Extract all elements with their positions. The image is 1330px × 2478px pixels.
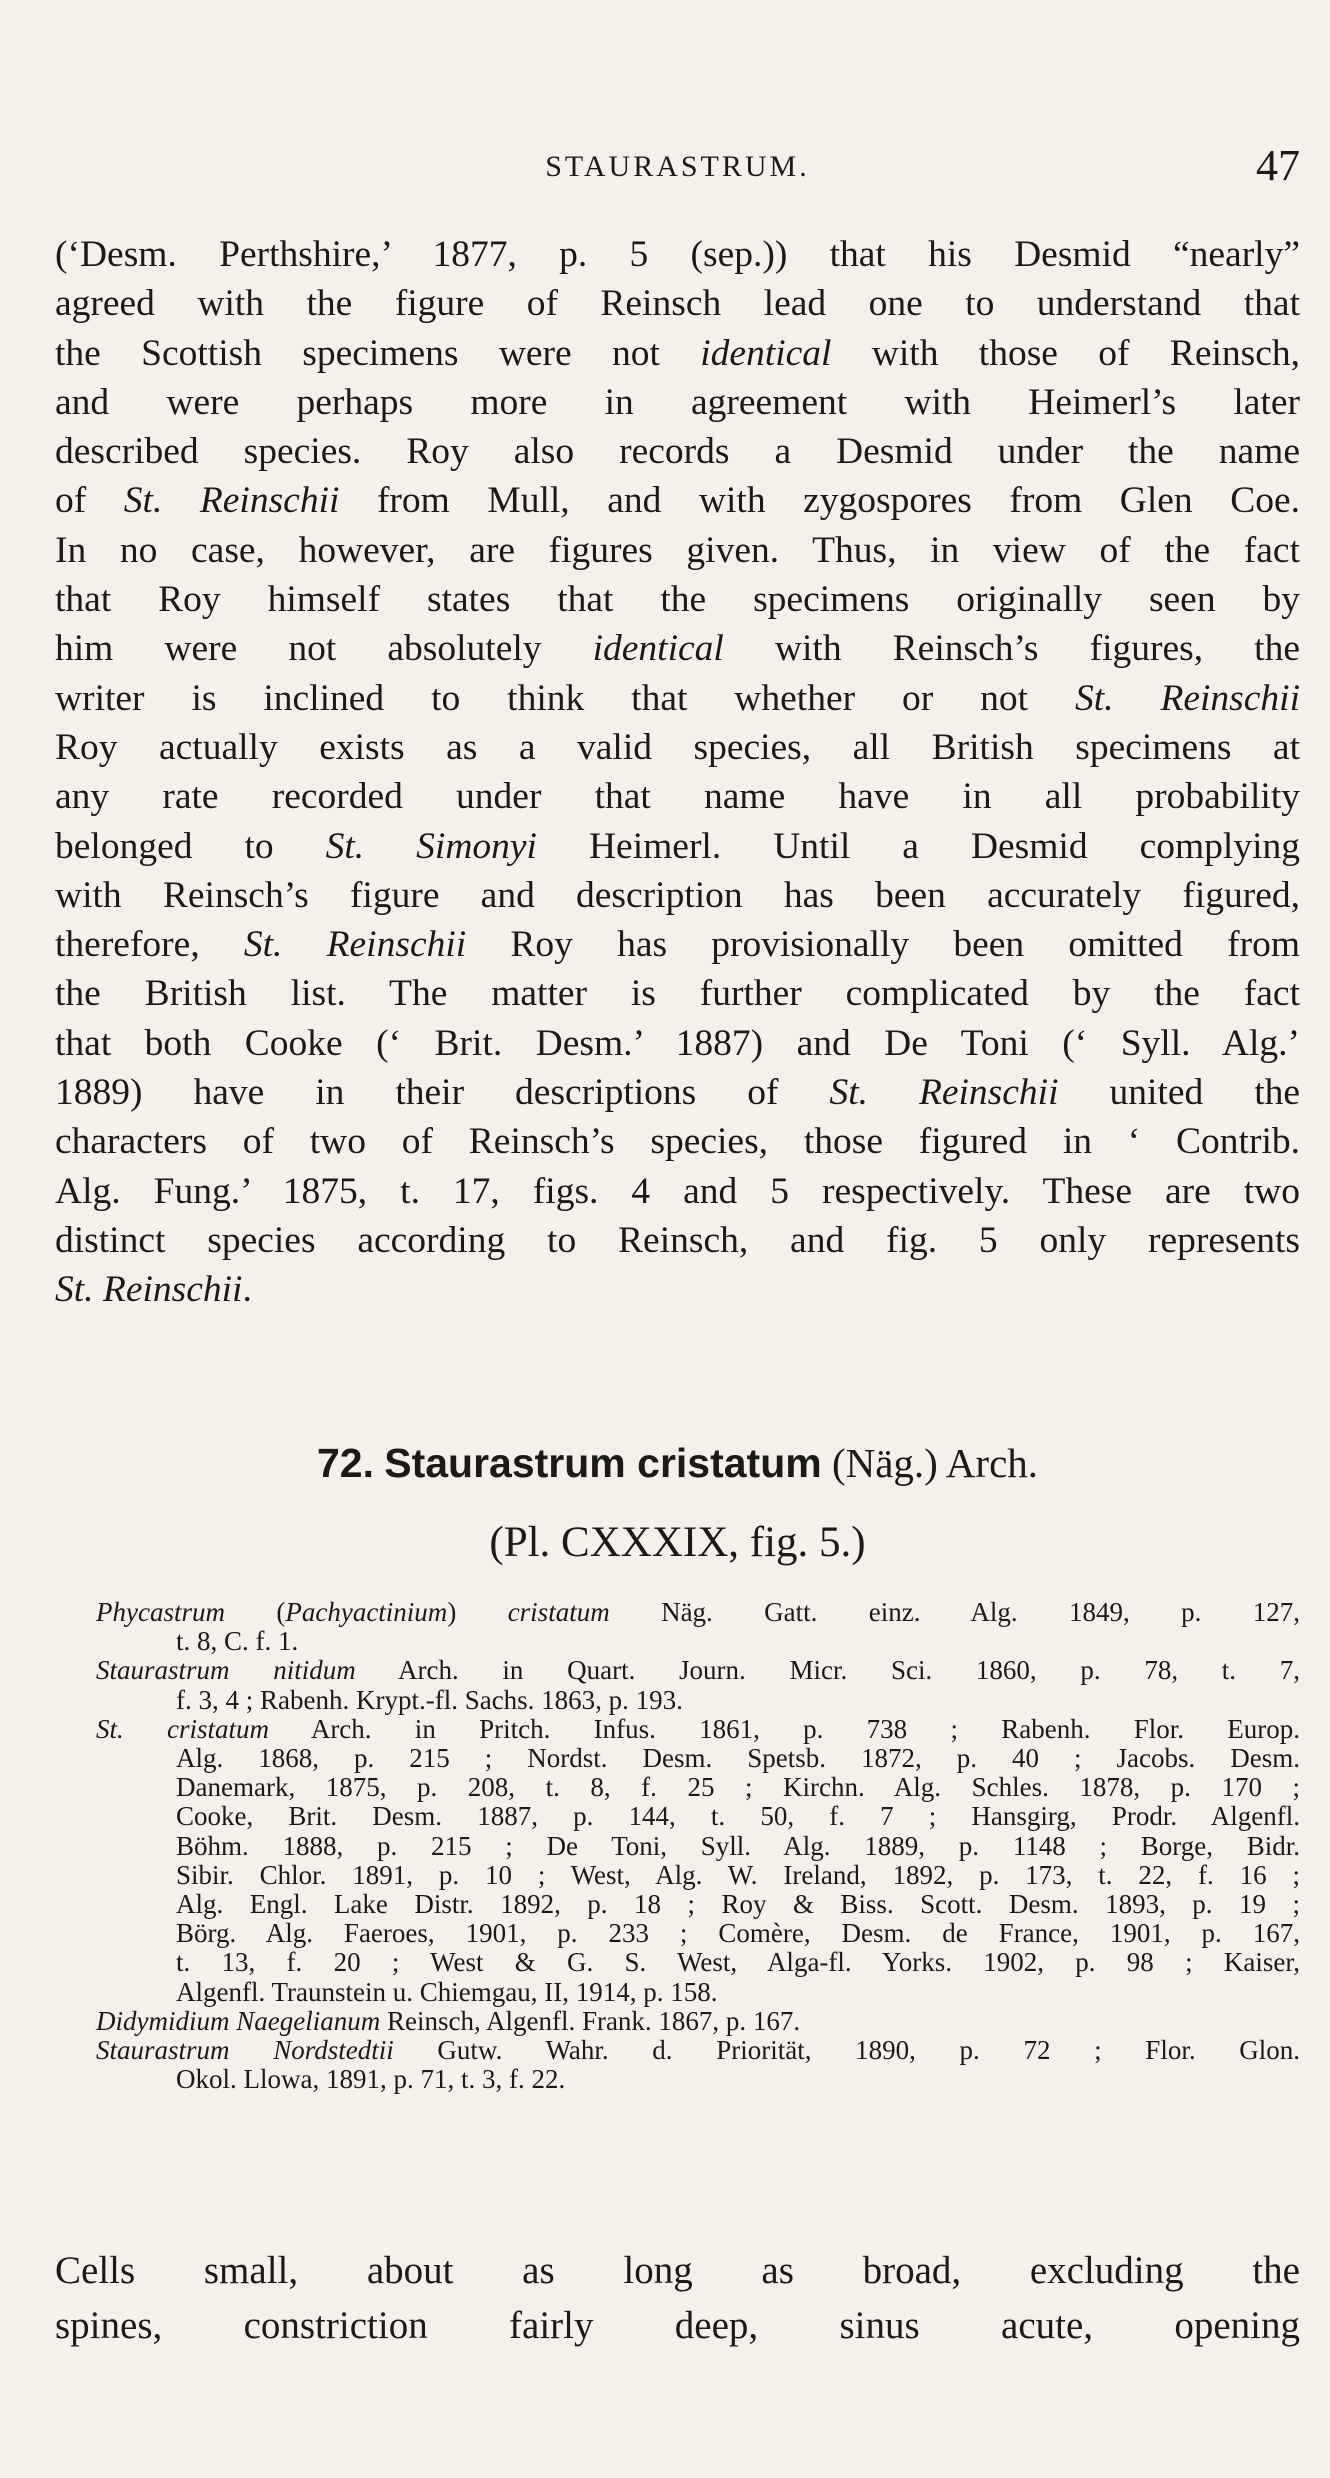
text-line: Roy actually exists as a valid species, all British specimens at	[55, 726, 1300, 768]
synonymy-line: Algenfl. Traunstein u. Chiemgau, II, 1914, p. 158.	[176, 1976, 718, 2007]
text-line: characters of two of Reinsch’s species, those figured in ‘ Contrib.	[55, 1121, 1300, 1163]
running-head	[55, 140, 1300, 200]
synonymy-line: f. 3, 4 ; Rabenh. Krypt.-fl. Sachs. 1863, p. 193.	[176, 1684, 683, 1715]
text-line: agreed with the figure of Reinsch lead one to understand that	[55, 283, 1300, 325]
running-head-title: STAURASTRUM.	[545, 150, 810, 183]
text-line: writer is inclined to think that whether or not St. Reinschii	[55, 677, 1300, 719]
species-number: 72.	[316, 1440, 374, 1486]
text-line: In no case, however, are figures given. Thus, in view of the fact	[55, 529, 1300, 571]
synonymy-line: Phycastrum (Pachyactinium) cristatum Näg. Gatt. einz. Alg. 1849, p. 127,	[96, 1597, 1301, 1627]
synonymy-line: Staurastrum Nordstedtii Gutw. Wahr. d. Priorität, 1890, p. 72 ; Flor. Glon.	[96, 2035, 1300, 2066]
synonymy-entry	[96, 2036, 1300, 2094]
text-line: that both Cooke (‘ Brit. Desm.’ 1887) and De Toni (‘ Syll. Alg.’	[55, 1022, 1300, 1064]
text-line: therefore, St. Reinschii Roy has provisionally been omitted from	[55, 924, 1300, 966]
text-line: any rate recorded under that name have in all probability	[55, 776, 1300, 818]
text-line: (‘Desm. Perthshire,’ 1877, p. 5 (sep.)) that his Desmid “nearly”	[55, 234, 1300, 275]
text-line: St. Reinschii.	[55, 1269, 252, 1311]
synonymy-line: Alg. 1868, p. 215 ; Nordst. Desm. Spetsb. 1872, p. 40 ; Jacobs. Desm.	[176, 1743, 1300, 1774]
text-line: Cells small, about as long as broad, excluding the	[55, 2249, 1300, 2292]
plate-reference: (Pl. CXXXIX, fig. 5.)	[489, 1519, 866, 1566]
species-authority: (Näg.) Arch.	[831, 1440, 1039, 1486]
synonymy-line: t. 8, C. f. 1.	[176, 1626, 299, 1657]
synonymy-line: Didymidium Naegelianum Reinsch, Algenfl. Frank. 1867, p. 167.	[96, 2005, 801, 2036]
synonymy-line: Danemark, 1875, p. 208, t. 8, f. 25 ; Kirchn. Alg. Schles. 1878, p. 170 ;	[176, 1772, 1300, 1803]
text-line: distinct species according to Reinsch, and fig. 5 only represents	[55, 1219, 1300, 1261]
text-line: with Reinsch’s figure and description has been accurately figured,	[55, 874, 1300, 916]
synonymy-line: Böhm. 1888, p. 215 ; De Toni, Syll. Alg. 1889, p. 1148 ; Borge, Bidr.	[176, 1830, 1300, 1861]
body-paragraph	[55, 230, 1300, 1315]
text-line: and were perhaps more in agreement with Heimerl’s later	[55, 381, 1300, 423]
page-number: 47	[1256, 141, 1300, 190]
text-line: the British list. The matter is further complicated by the fact	[55, 973, 1300, 1015]
species-name: Staurastrum cristatum	[384, 1440, 822, 1486]
text-line: him were not absolutely identical with Reinsch’s figures, the	[55, 628, 1300, 670]
text-line: 1889) have in their descriptions of St. Reinschii united the	[55, 1072, 1301, 1114]
synonymy-entry	[96, 1656, 1300, 1714]
synonymy-line: Staurastrum nitidum Arch. in Quart. Journ. Micr. Sci. 1860, p. 78, t. 7,	[96, 1655, 1300, 1686]
text-line: belonged to St. Simonyi Heimerl. Until a Desmid complying	[55, 825, 1300, 867]
text-line: described species. Roy also records a Desmid under the name	[55, 431, 1300, 473]
text-line: Alg. Fung.’ 1875, t. 17, figs. 4 and 5 respectively. These are two	[55, 1170, 1300, 1212]
synonymy-line: Börg. Alg. Faeroes, 1901, p. 233 ; Comère, Desm. de France, 1901, p. 167,	[176, 1918, 1300, 1949]
synonymy-line: t. 13, f. 20 ; West & G. S. West, Alga-fl. Yorks. 1902, p. 98 ; Kaiser,	[176, 1947, 1300, 1978]
synonymy-entry	[96, 1715, 1300, 2007]
synonymy-entry	[96, 2007, 1300, 2036]
synonymy-list	[96, 1598, 1300, 2094]
synonymy-line: St. cristatum Arch. in Pritch. Infus. 1861, p. 738 ; Rabenh. Flor. Europ.	[96, 1713, 1300, 1744]
text-line: that Roy himself states that the specimens originally seen by	[55, 579, 1300, 621]
text-line: the Scottish specimens were not identical with those of Reinsch,	[55, 332, 1300, 374]
description-paragraph	[55, 2243, 1300, 2353]
species-heading	[55, 1435, 1300, 1573]
synonymy-entry	[96, 1598, 1300, 1656]
synonymy-line: Cooke, Brit. Desm. 1887, p. 144, t. 50, f. 7 ; Hansgirg, Prodr. Algenfl.	[176, 1801, 1300, 1832]
text-line: of St. Reinschii from Mull, and with zygospores from Glen Coe.	[55, 480, 1300, 522]
text-line: spines, constriction fairly deep, sinus acute, opening	[55, 2304, 1300, 2347]
synonymy-line: Okol. Llowa, 1891, p. 71, t. 3, f. 22.	[176, 2064, 566, 2095]
species-title	[55, 1435, 1300, 1491]
synonymy-line: Sibir. Chlor. 1891, p. 10 ; West, Alg. W. Ireland, 1892, p. 173, t. 22, f. 16 ;	[176, 1859, 1300, 1890]
synonymy-line: Alg. Engl. Lake Distr. 1892, p. 18 ; Roy & Biss. Scott. Desm. 1893, p. 19 ;	[176, 1889, 1300, 1920]
